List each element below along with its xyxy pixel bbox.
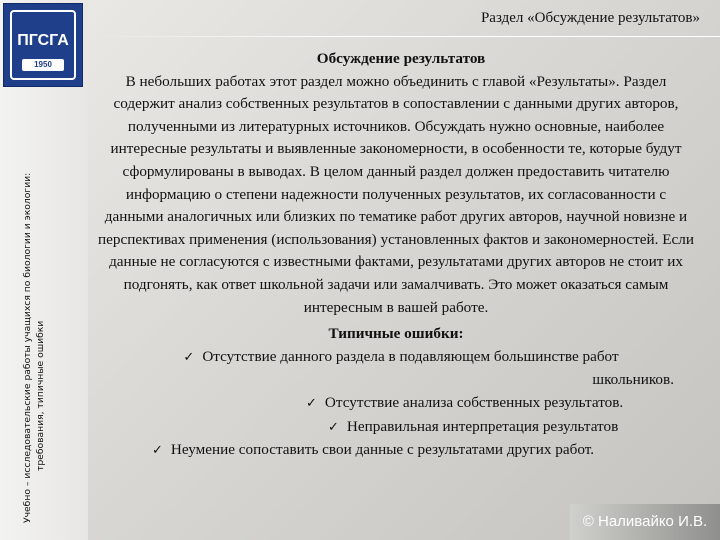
sidebar [0, 0, 88, 540]
checkmark-icon: ✓ [328, 419, 339, 435]
error-item-text: Неумение сопоставить свои данные с результатами других работ. [170, 441, 595, 459]
slide-content [96, 48, 696, 463]
list-item [96, 346, 696, 370]
university-logo [3, 3, 83, 87]
list-item [96, 416, 696, 440]
checkmark-icon: ✓ [183, 349, 195, 365]
header-divider [88, 36, 720, 37]
logo-year: 1950 [22, 59, 64, 71]
logo-text: ПГСГА [17, 32, 69, 49]
errors-title: Типичные ошибки: [328, 325, 464, 343]
slide-title: Раздел «Обсуждение результатов» [480, 10, 700, 26]
checkmark-icon: ✓ [306, 395, 317, 411]
sidebar-vertical-caption [21, 95, 81, 523]
checkmark-icon: ✓ [152, 443, 163, 459]
list-item [96, 439, 696, 463]
error-item-text: Отсутствие данного раздела в подавляющем большинстве работ [202, 347, 619, 365]
list-item [96, 392, 696, 416]
error-item-text: Неправильная интерпретация результатов [346, 417, 619, 435]
error-item-text: Отсутствие анализа собственных результатов. [324, 393, 624, 411]
section-title: Обсуждение результатов [316, 50, 486, 67]
copyright-footer: © Наливайко И.В. [570, 504, 720, 540]
errors-list [96, 346, 696, 463]
list-item-continuation: школьников. [592, 371, 674, 389]
section-body: В небольших работах этот раздел можно объединить с главой «Результаты». Раздел содержит анализ собственных результатов в сопоставлении с данными других авторов, полученными из литературных источников. Обсуждать нужно основные, наиболее интересные результаты и выявленные закономерности, в особенности те, которые будут сформулированы в выводах. В целом данный раздел должен предоставить читателю информацию о степени надежности полученных результатов, их согласованности с данными аналогичных или близких по тематике работ других авторов, научной новизне и перспективах применения (использования) установленных фактов и закономерностей. Если данные не согласуются с известными фактами, результатами других авторов не стоит их подгонять, как ответ школьной задачи или замалчивать. Это может оказаться самым интересным в вашей работе. [98, 72, 694, 316]
sidebar-caption-line1: Учебно – исследовательские работы учащихся по биологии и экологии: [22, 172, 33, 523]
sidebar-caption-line2: требования, типичные ошибки [35, 320, 46, 471]
